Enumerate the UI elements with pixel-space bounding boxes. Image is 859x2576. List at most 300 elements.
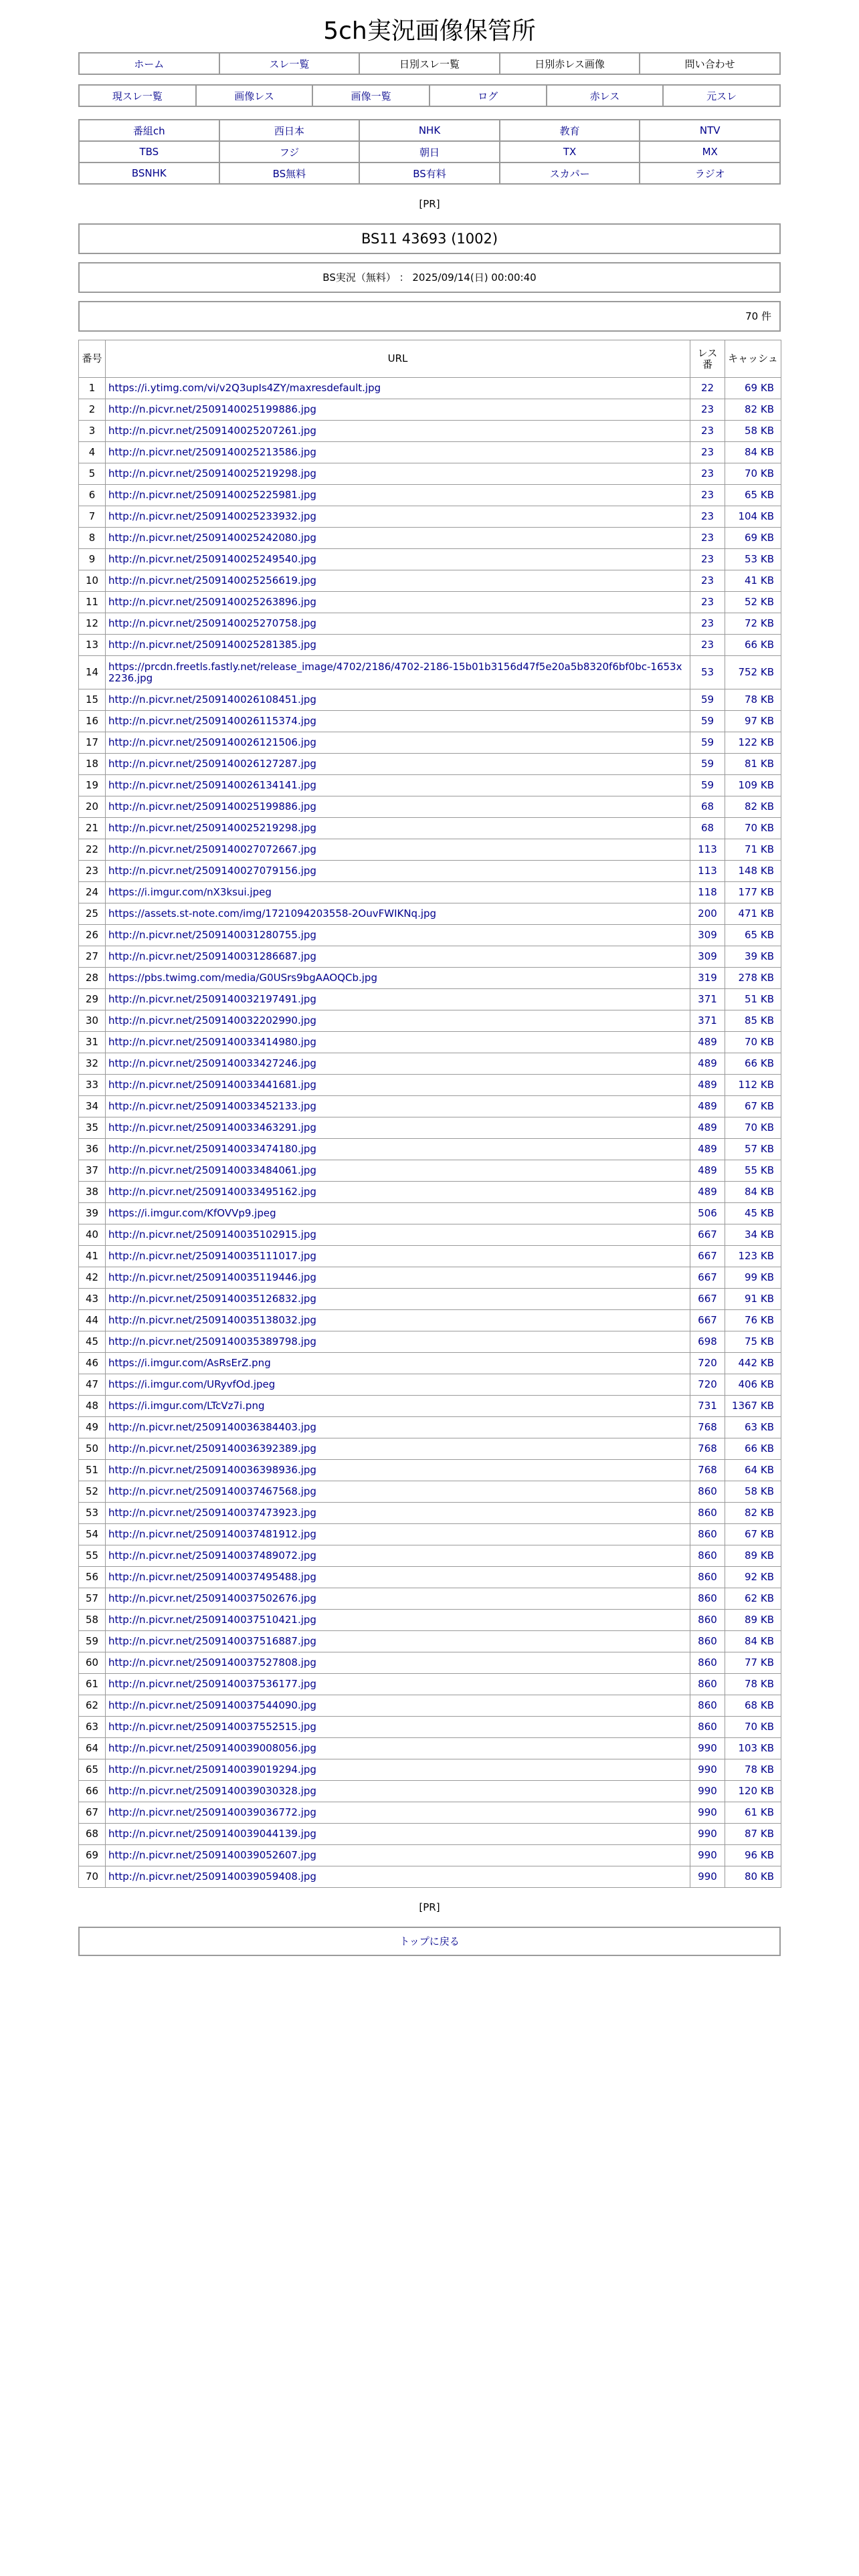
res-number-link[interactable]: 667 xyxy=(698,1314,717,1326)
nav-red-res-link[interactable]: 赤レス xyxy=(589,90,620,102)
image-url-link[interactable]: http://n.picvr.net/2509140037527808.jpg xyxy=(108,1656,316,1669)
channel-link[interactable]: ラジオ xyxy=(694,167,725,180)
cache-size-link[interactable]: 406 KB xyxy=(738,1378,774,1390)
res-number-link[interactable]: 489 xyxy=(698,1036,717,1048)
nav-current-threads-link[interactable]: 現スレ一覧 xyxy=(112,90,163,102)
image-url-link[interactable]: https://i.imgur.com/nX3ksui.jpeg xyxy=(108,886,272,898)
res-number-link[interactable]: 23 xyxy=(700,553,714,565)
cache-size-link[interactable]: 103 KB xyxy=(738,1742,774,1754)
cache-size-link[interactable]: 52 KB xyxy=(745,596,774,608)
res-number-link[interactable]: 860 xyxy=(698,1656,717,1669)
cache-size-link[interactable]: 109 KB xyxy=(738,779,774,791)
res-number-link[interactable]: 720 xyxy=(698,1357,717,1369)
row-number: 26 xyxy=(79,925,106,946)
cache-size-link[interactable]: 80 KB xyxy=(745,1870,774,1883)
image-url-link[interactable]: http://n.picvr.net/2509140036398936.jpg xyxy=(108,1464,316,1476)
res-number-link[interactable]: 118 xyxy=(698,886,717,898)
cache-size-link[interactable]: 69 KB xyxy=(745,532,774,544)
cache-size-link[interactable]: 70 KB xyxy=(745,467,774,479)
image-url-link[interactable]: http://n.picvr.net/2509140025249540.jpg xyxy=(108,553,316,565)
cache-size-link[interactable]: 39 KB xyxy=(745,950,774,962)
image-url-link[interactable]: http://n.picvr.net/2509140025270758.jpg xyxy=(108,617,316,629)
row-number: 65 xyxy=(79,1759,106,1781)
row-cache-cell xyxy=(725,1610,781,1631)
image-url-link[interactable]: http://n.picvr.net/2509140033452133.jpg xyxy=(108,1100,316,1112)
channel-cell xyxy=(219,120,360,141)
cache-size-link[interactable]: 123 KB xyxy=(738,1250,774,1262)
res-number-link[interactable]: 23 xyxy=(700,617,714,629)
image-url-link[interactable]: http://n.picvr.net/2509140026115374.jpg xyxy=(108,715,316,727)
image-url-link[interactable]: http://n.picvr.net/2509140033414980.jpg xyxy=(108,1036,316,1048)
res-number-link[interactable]: 667 xyxy=(698,1228,717,1241)
image-url-link[interactable]: http://n.picvr.net/2509140026108451.jpg xyxy=(108,693,316,706)
cache-size-link[interactable]: 442 KB xyxy=(738,1357,774,1369)
res-number-link[interactable]: 860 xyxy=(698,1485,717,1497)
cache-size-link[interactable]: 82 KB xyxy=(745,403,774,415)
nav-log-link[interactable]: ログ xyxy=(478,90,498,102)
res-number-link[interactable]: 860 xyxy=(698,1528,717,1540)
row-url-cell xyxy=(106,1246,690,1267)
image-url-link[interactable]: http://n.picvr.net/2509140039019294.jpg xyxy=(108,1763,316,1776)
res-number-link[interactable]: 23 xyxy=(700,467,714,479)
image-url-link[interactable]: http://n.picvr.net/2509140037489072.jpg xyxy=(108,1549,316,1562)
row-number: 38 xyxy=(79,1182,106,1203)
res-number-link[interactable]: 23 xyxy=(700,596,714,608)
image-url-link[interactable]: http://n.picvr.net/2509140037516887.jpg xyxy=(108,1635,316,1647)
table-row xyxy=(79,1631,781,1652)
res-number-link[interactable]: 489 xyxy=(698,1121,717,1134)
image-url-link[interactable]: https://i.imgur.com/URyvfOd.jpeg xyxy=(108,1378,276,1390)
image-url-link[interactable]: http://n.picvr.net/2509140036384403.jpg xyxy=(108,1421,316,1433)
image-url-link[interactable]: http://n.picvr.net/2509140025207261.jpg xyxy=(108,425,316,437)
cache-size-link[interactable]: 66 KB xyxy=(745,1442,774,1455)
channel-cell xyxy=(219,141,360,163)
image-url-link[interactable]: http://n.picvr.net/2509140025199886.jpg xyxy=(108,403,316,415)
cache-size-link[interactable]: 148 KB xyxy=(738,865,774,877)
cache-size-link[interactable]: 82 KB xyxy=(745,1507,774,1519)
channel-link[interactable]: BS有料 xyxy=(413,167,446,180)
row-url-cell xyxy=(106,1845,690,1866)
image-url-link[interactable]: https://i.imgur.com/KfOVVp9.jpeg xyxy=(108,1207,276,1219)
channel-cell xyxy=(640,163,780,184)
cache-size-link[interactable]: 87 KB xyxy=(745,1828,774,1840)
row-cache-cell xyxy=(725,656,781,689)
res-number-link[interactable]: 489 xyxy=(698,1100,717,1112)
cache-size-link[interactable]: 97 KB xyxy=(745,715,774,727)
image-url-link[interactable]: http://n.picvr.net/2509140025281385.jpg xyxy=(108,639,316,651)
image-url-link[interactable]: http://n.picvr.net/2509140025263896.jpg xyxy=(108,596,316,608)
cache-size-link[interactable]: 89 KB xyxy=(745,1549,774,1562)
image-url-link[interactable]: http://n.picvr.net/2509140027072667.jpg xyxy=(108,843,316,855)
res-number-link[interactable]: 990 xyxy=(698,1785,717,1797)
res-number-link[interactable]: 59 xyxy=(700,715,714,727)
row-cache-cell xyxy=(725,882,781,903)
row-number: 54 xyxy=(79,1524,106,1545)
res-number-link[interactable]: 860 xyxy=(698,1549,717,1562)
channel-link[interactable]: 朝日 xyxy=(419,146,440,158)
cache-size-link[interactable]: 78 KB xyxy=(745,1678,774,1690)
cache-size-link[interactable]: 67 KB xyxy=(745,1528,774,1540)
table-row xyxy=(79,570,781,592)
res-number-link[interactable]: 489 xyxy=(698,1143,717,1155)
nav-thread-list-link[interactable]: スレ一覧 xyxy=(269,58,310,70)
cache-size-link[interactable]: 77 KB xyxy=(745,1656,774,1669)
image-url-link[interactable]: http://n.picvr.net/2509140025219298.jpg xyxy=(108,467,316,479)
res-number-link[interactable]: 731 xyxy=(698,1400,717,1412)
cache-size-link[interactable]: 752 KB xyxy=(738,666,774,678)
res-number-link[interactable]: 23 xyxy=(700,403,714,415)
image-url-link[interactable]: http://n.picvr.net/2509140039044139.jpg xyxy=(108,1828,316,1840)
table-row xyxy=(79,1481,781,1503)
image-url-link[interactable]: http://n.picvr.net/2509140033484061.jpg xyxy=(108,1164,316,1176)
image-url-link[interactable]: http://n.picvr.net/2509140025219298.jpg xyxy=(108,822,316,834)
cache-size-link[interactable]: 64 KB xyxy=(745,1464,774,1476)
image-url-link[interactable]: http://n.picvr.net/2509140025242080.jpg xyxy=(108,532,316,544)
cache-size-link[interactable]: 75 KB xyxy=(745,1335,774,1348)
res-number-link[interactable]: 23 xyxy=(700,510,714,522)
cache-size-link[interactable]: 78 KB xyxy=(745,693,774,706)
res-number-link[interactable]: 667 xyxy=(698,1250,717,1262)
res-number-link[interactable]: 990 xyxy=(698,1870,717,1883)
res-number-link[interactable]: 667 xyxy=(698,1271,717,1283)
cache-size-link[interactable]: 82 KB xyxy=(745,800,774,813)
row-number: 37 xyxy=(79,1160,106,1182)
cache-size-link[interactable]: 45 KB xyxy=(745,1207,774,1219)
cache-size-link[interactable]: 55 KB xyxy=(745,1164,774,1176)
res-number-link[interactable]: 23 xyxy=(700,639,714,651)
cache-size-link[interactable]: 96 KB xyxy=(745,1849,774,1861)
row-res-cell xyxy=(690,485,725,506)
image-url-link[interactable]: http://n.picvr.net/2509140039008056.jpg xyxy=(108,1742,316,1754)
row-cache-cell xyxy=(725,1866,781,1888)
table-header-row xyxy=(79,340,781,378)
row-url-cell xyxy=(106,463,690,485)
image-url-link[interactable]: http://n.picvr.net/2509140035389798.jpg xyxy=(108,1335,316,1348)
row-res-cell xyxy=(690,818,725,839)
row-cache-cell xyxy=(725,1224,781,1246)
cache-size-link[interactable]: 104 KB xyxy=(738,510,774,522)
image-url-link[interactable]: http://n.picvr.net/2509140035111017.jpg xyxy=(108,1250,316,1262)
cache-size-link[interactable]: 278 KB xyxy=(738,972,774,984)
image-url-link[interactable]: http://n.picvr.net/2509140035119446.jpg xyxy=(108,1271,316,1283)
table-row xyxy=(79,1139,781,1160)
row-number: 39 xyxy=(79,1203,106,1224)
row-number: 21 xyxy=(79,818,106,839)
res-number-link[interactable]: 860 xyxy=(698,1592,717,1604)
row-url-cell xyxy=(106,1310,690,1331)
channel-link[interactable]: NTV xyxy=(699,124,721,136)
row-cache-cell xyxy=(725,1588,781,1610)
table-row xyxy=(79,839,781,861)
res-number-link[interactable]: 23 xyxy=(700,574,714,586)
row-number: 25 xyxy=(79,903,106,925)
row-cache-cell xyxy=(725,1139,781,1160)
table-row xyxy=(79,549,781,570)
image-url-link[interactable]: https://assets.st-note.com/img/1721094203558-2OuvFWIKNq.jpg xyxy=(108,907,437,920)
res-number-link[interactable]: 59 xyxy=(700,693,714,706)
row-res-cell xyxy=(690,1781,725,1802)
cache-size-link[interactable]: 34 KB xyxy=(745,1228,774,1241)
image-url-link[interactable]: http://n.picvr.net/2509140033427246.jpg xyxy=(108,1057,316,1069)
channel-link[interactable]: スカパー xyxy=(549,167,590,180)
table-row xyxy=(79,1310,781,1331)
table-row xyxy=(79,1096,781,1117)
cache-size-link[interactable]: 66 KB xyxy=(745,1057,774,1069)
image-url-link[interactable]: http://n.picvr.net/2509140026134141.jpg xyxy=(108,779,316,791)
nav-home-link[interactable]: ホーム xyxy=(134,58,165,70)
res-number-link[interactable]: 371 xyxy=(698,1014,717,1027)
image-url-link[interactable]: https://prcdn.freetls.fastly.net/release_image/4702/2186/4702-2186-15b01b3156d47f5e20a5b8320f6bf0bc-1653x2236.jpg xyxy=(108,660,682,684)
res-number-link[interactable]: 23 xyxy=(700,489,714,501)
row-number: 29 xyxy=(79,989,106,1010)
row-cache-cell xyxy=(725,1567,781,1588)
image-url-link[interactable]: http://n.picvr.net/2509140025256619.jpg xyxy=(108,574,316,586)
row-res-cell xyxy=(690,1096,725,1117)
res-number-link[interactable]: 768 xyxy=(698,1442,717,1455)
cache-size-link[interactable]: 78 KB xyxy=(745,1763,774,1776)
image-url-link[interactable]: http://n.picvr.net/2509140039036772.jpg xyxy=(108,1806,316,1818)
res-number-link[interactable]: 860 xyxy=(698,1507,717,1519)
image-url-link[interactable]: http://n.picvr.net/2509140025213586.jpg xyxy=(108,446,316,458)
res-number-link[interactable]: 860 xyxy=(698,1571,717,1583)
channel-cell xyxy=(640,141,780,163)
res-number-link[interactable]: 698 xyxy=(698,1335,717,1348)
row-cache-cell xyxy=(725,689,781,711)
res-number-link[interactable]: 371 xyxy=(698,993,717,1005)
image-url-link[interactable]: http://n.picvr.net/2509140026121506.jpg xyxy=(108,736,316,748)
res-number-link[interactable]: 489 xyxy=(698,1186,717,1198)
image-url-link[interactable]: http://n.picvr.net/2509140027079156.jpg xyxy=(108,865,316,877)
cache-size-link[interactable]: 92 KB xyxy=(745,1571,774,1583)
channel-link[interactable]: 西日本 xyxy=(274,124,304,137)
res-number-link[interactable]: 990 xyxy=(698,1828,717,1840)
cache-size-link[interactable]: 76 KB xyxy=(745,1314,774,1326)
res-number-link[interactable]: 860 xyxy=(698,1678,717,1690)
row-url-cell xyxy=(106,1610,690,1631)
cache-size-link[interactable]: 84 KB xyxy=(745,1186,774,1198)
cache-size-link[interactable]: 62 KB xyxy=(745,1592,774,1604)
image-url-link[interactable]: http://n.picvr.net/2509140037536177.jpg xyxy=(108,1678,316,1690)
cache-size-link[interactable]: 89 KB xyxy=(745,1614,774,1626)
image-url-link[interactable]: http://n.picvr.net/2509140037473923.jpg xyxy=(108,1507,316,1519)
cache-size-link[interactable]: 57 KB xyxy=(745,1143,774,1155)
res-number-link[interactable]: 309 xyxy=(698,950,717,962)
table-row xyxy=(79,635,781,656)
res-number-link[interactable]: 506 xyxy=(698,1207,717,1219)
res-number-link[interactable]: 990 xyxy=(698,1806,717,1818)
image-url-link[interactable]: https://i.imgur.com/LTcVz7i.png xyxy=(108,1400,265,1412)
res-number-link[interactable]: 489 xyxy=(698,1079,717,1091)
image-url-link[interactable]: http://n.picvr.net/2509140037495488.jpg xyxy=(108,1571,316,1583)
channel-link[interactable]: MX xyxy=(702,146,718,158)
cache-size-link[interactable]: 1367 KB xyxy=(731,1400,774,1412)
back-to-top-link[interactable]: トップに戻る xyxy=(399,1935,460,1947)
nav-image-res-link[interactable]: 画像レス xyxy=(234,90,274,102)
image-url-link[interactable]: http://n.picvr.net/2509140039052607.jpg xyxy=(108,1849,316,1861)
cache-size-link[interactable]: 177 KB xyxy=(738,886,774,898)
cache-size-link[interactable]: 58 KB xyxy=(745,425,774,437)
res-number-link[interactable]: 860 xyxy=(698,1635,717,1647)
cache-size-link[interactable]: 68 KB xyxy=(745,1699,774,1711)
res-number-link[interactable]: 990 xyxy=(698,1742,717,1754)
channel-link[interactable]: BS無料 xyxy=(272,167,306,180)
image-url-link[interactable]: http://n.picvr.net/2509140037544090.jpg xyxy=(108,1699,316,1711)
row-number: 61 xyxy=(79,1674,106,1695)
row-cache-cell xyxy=(725,570,781,592)
res-number-link[interactable]: 22 xyxy=(700,382,714,394)
image-url-link[interactable]: http://n.picvr.net/2509140033441681.jpg xyxy=(108,1079,316,1091)
cache-size-link[interactable]: 70 KB xyxy=(745,822,774,834)
cache-size-link[interactable]: 69 KB xyxy=(745,382,774,394)
image-url-link[interactable]: http://n.picvr.net/2509140032197491.jpg xyxy=(108,993,316,1005)
res-number-link[interactable]: 319 xyxy=(698,972,717,984)
channel-cell xyxy=(79,120,219,141)
res-number-link[interactable]: 860 xyxy=(698,1699,717,1711)
row-cache-cell xyxy=(725,485,781,506)
cache-size-link[interactable]: 66 KB xyxy=(745,639,774,651)
image-url-link[interactable]: https://i.imgur.com/AsRsErZ.png xyxy=(108,1357,271,1369)
row-cache-cell xyxy=(725,635,781,656)
cache-size-link[interactable]: 70 KB xyxy=(745,1721,774,1733)
image-url-link[interactable]: http://n.picvr.net/2509140035102915.jpg xyxy=(108,1228,316,1241)
res-number-link[interactable]: 59 xyxy=(700,758,714,770)
image-url-link[interactable]: http://n.picvr.net/2509140037502676.jpg xyxy=(108,1592,316,1604)
image-url-link[interactable]: http://n.picvr.net/2509140039059408.jpg xyxy=(108,1870,316,1883)
res-number-link[interactable]: 990 xyxy=(698,1849,717,1861)
row-url-cell xyxy=(106,1738,690,1759)
image-url-link[interactable]: http://n.picvr.net/2509140039030328.jpg xyxy=(108,1785,316,1797)
row-url-cell xyxy=(106,1374,690,1396)
image-url-link[interactable]: http://n.picvr.net/2509140025233932.jpg xyxy=(108,510,316,522)
channel-cell xyxy=(79,163,219,184)
res-number-link[interactable]: 68 xyxy=(700,800,714,813)
res-number-link[interactable]: 309 xyxy=(698,929,717,941)
cache-size-link[interactable]: 41 KB xyxy=(745,574,774,586)
channel-cell xyxy=(359,141,500,163)
res-number-link[interactable]: 113 xyxy=(698,865,717,877)
table-row xyxy=(79,1374,781,1396)
image-url-link[interactable]: http://n.picvr.net/2509140036392389.jpg xyxy=(108,1442,316,1455)
image-url-link[interactable]: https://i.ytimg.com/vi/v2Q3upIs4ZY/maxresdefault.jpg xyxy=(108,382,381,394)
channel-link[interactable]: 番組ch xyxy=(132,124,165,137)
row-res-cell xyxy=(690,1866,725,1888)
image-url-link[interactable]: http://n.picvr.net/2509140037467568.jpg xyxy=(108,1485,316,1497)
row-cache-cell xyxy=(725,1759,781,1781)
image-url-link[interactable]: http://n.picvr.net/2509140037552515.jpg xyxy=(108,1721,316,1733)
image-url-link[interactable]: http://n.picvr.net/2509140032202990.jpg xyxy=(108,1014,316,1027)
channel-link[interactable]: BSNHK xyxy=(131,167,167,179)
res-number-link[interactable]: 113 xyxy=(698,843,717,855)
row-url-cell xyxy=(106,1396,690,1417)
image-url-link[interactable]: http://n.picvr.net/2509140033463291.jpg xyxy=(108,1121,316,1134)
cache-size-link[interactable]: 120 KB xyxy=(738,1785,774,1797)
row-res-cell xyxy=(690,442,725,463)
cache-size-link[interactable]: 65 KB xyxy=(745,929,774,941)
cache-size-link[interactable]: 63 KB xyxy=(745,1421,774,1433)
cache-size-link[interactable]: 58 KB xyxy=(745,1485,774,1497)
image-url-link[interactable]: https://pbs.twimg.com/media/G0USrs9bgAAOQCb.jpg xyxy=(108,972,377,984)
table-row xyxy=(79,1331,781,1353)
cache-size-link[interactable]: 65 KB xyxy=(745,489,774,501)
cache-size-link[interactable]: 85 KB xyxy=(745,1014,774,1027)
res-number-link[interactable]: 489 xyxy=(698,1164,717,1176)
row-res-cell xyxy=(690,570,725,592)
cache-size-link[interactable]: 67 KB xyxy=(745,1100,774,1112)
res-number-link[interactable]: 768 xyxy=(698,1421,717,1433)
res-number-link[interactable]: 489 xyxy=(698,1057,717,1069)
row-number: 16 xyxy=(79,711,106,732)
res-number-link[interactable]: 990 xyxy=(698,1763,717,1776)
image-url-link[interactable]: http://n.picvr.net/2509140025225981.jpg xyxy=(108,489,316,501)
res-number-link[interactable]: 59 xyxy=(700,779,714,791)
channel-link[interactable]: NHK xyxy=(418,124,441,136)
image-url-link[interactable]: http://n.picvr.net/2509140035126832.jpg xyxy=(108,1293,316,1305)
res-number-link[interactable]: 860 xyxy=(698,1614,717,1626)
channel-link[interactable]: TBS xyxy=(139,146,159,158)
res-number-link[interactable]: 860 xyxy=(698,1721,717,1733)
cache-size-link[interactable]: 71 KB xyxy=(745,843,774,855)
cache-size-link[interactable]: 81 KB xyxy=(745,758,774,770)
cache-size-link[interactable]: 61 KB xyxy=(745,1806,774,1818)
image-url-link[interactable]: http://n.picvr.net/2509140025199886.jpg xyxy=(108,800,316,813)
cache-size-link[interactable]: 99 KB xyxy=(745,1271,774,1283)
cache-size-link[interactable]: 70 KB xyxy=(745,1121,774,1134)
res-number-link[interactable]: 68 xyxy=(700,822,714,834)
image-url-link[interactable]: http://n.picvr.net/2509140031280755.jpg xyxy=(108,929,316,941)
cache-size-link[interactable]: 84 KB xyxy=(745,1635,774,1647)
res-number-link[interactable]: 23 xyxy=(700,446,714,458)
channel-link[interactable]: フジ xyxy=(279,146,300,158)
image-url-link[interactable]: http://n.picvr.net/2509140035138032.jpg xyxy=(108,1314,316,1326)
row-number: 4 xyxy=(79,442,106,463)
channel-link[interactable]: TX xyxy=(563,146,577,158)
cache-size-link[interactable]: 91 KB xyxy=(745,1293,774,1305)
row-res-cell xyxy=(690,1374,725,1396)
res-number-link[interactable]: 667 xyxy=(698,1293,717,1305)
nav-original-thread-link[interactable]: 元スレ xyxy=(706,90,737,102)
row-url-cell xyxy=(106,1631,690,1652)
row-res-cell xyxy=(690,1032,725,1053)
res-number-link[interactable]: 200 xyxy=(698,907,717,920)
table-row xyxy=(79,378,781,399)
cache-size-link[interactable]: 70 KB xyxy=(745,1036,774,1048)
cache-size-link[interactable]: 51 KB xyxy=(745,993,774,1005)
row-cache-cell xyxy=(725,442,781,463)
image-url-link[interactable]: http://n.picvr.net/2509140026127287.jpg xyxy=(108,758,316,770)
cache-size-link[interactable]: 53 KB xyxy=(745,553,774,565)
res-number-link[interactable]: 23 xyxy=(700,532,714,544)
image-url-link[interactable]: http://n.picvr.net/2509140031286687.jpg xyxy=(108,950,316,962)
image-url-link[interactable]: http://n.picvr.net/2509140037510421.jpg xyxy=(108,1614,316,1626)
cache-size-link[interactable]: 112 KB xyxy=(738,1079,774,1091)
cache-size-link[interactable]: 471 KB xyxy=(738,907,774,920)
image-url-link[interactable]: http://n.picvr.net/2509140033474180.jpg xyxy=(108,1143,316,1155)
channel-link[interactable]: 教育 xyxy=(559,124,580,137)
res-number-link[interactable]: 53 xyxy=(700,666,714,678)
res-number-link[interactable]: 720 xyxy=(698,1378,717,1390)
res-number-link[interactable]: 59 xyxy=(700,736,714,748)
row-res-cell xyxy=(690,946,725,968)
nav-image-list-link[interactable]: 画像一覧 xyxy=(351,90,391,102)
res-number-link[interactable]: 768 xyxy=(698,1464,717,1476)
row-cache-cell xyxy=(725,1010,781,1032)
res-number-link[interactable]: 23 xyxy=(700,425,714,437)
cache-size-link[interactable]: 84 KB xyxy=(745,446,774,458)
image-url-link[interactable]: http://n.picvr.net/2509140037481912.jpg xyxy=(108,1528,316,1540)
cache-size-link[interactable]: 72 KB xyxy=(745,617,774,629)
cache-size-link[interactable]: 122 KB xyxy=(738,736,774,748)
image-url-link[interactable]: http://n.picvr.net/2509140033495162.jpg xyxy=(108,1186,316,1198)
